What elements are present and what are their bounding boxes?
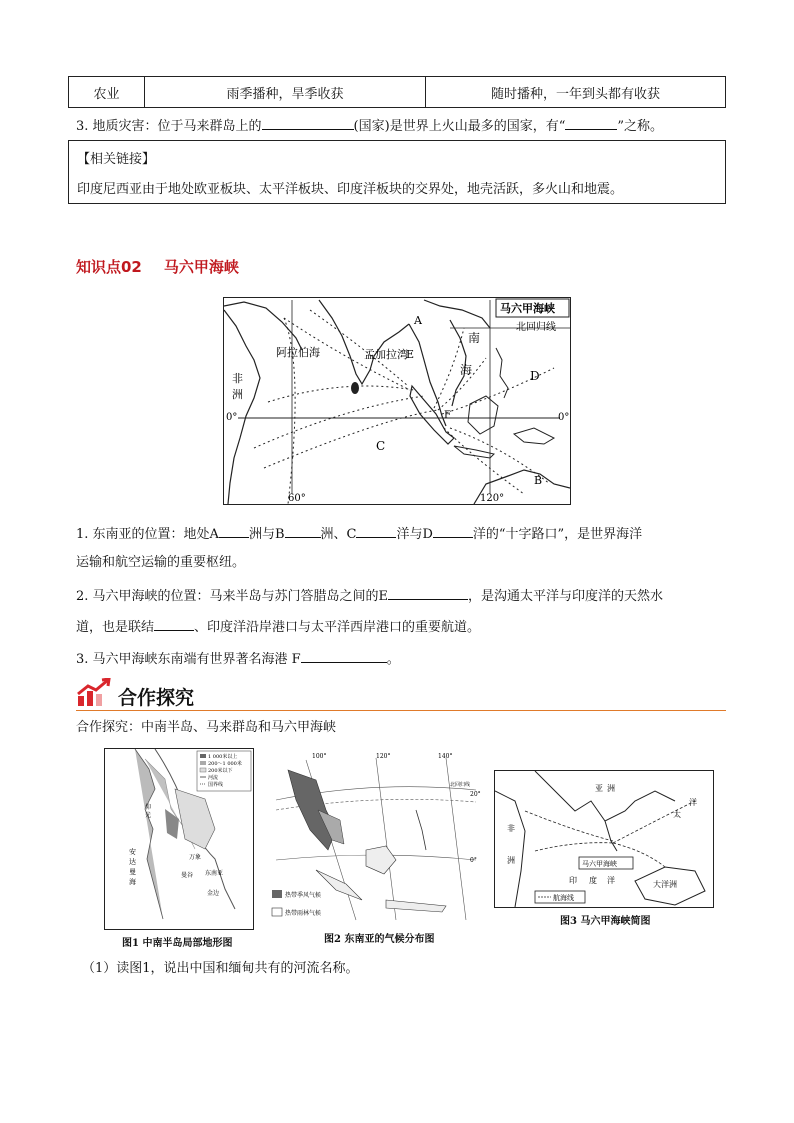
- fig2-legend-1: 热带季风气候: [285, 892, 322, 899]
- lon-120-label: 120°: [480, 493, 505, 504]
- question-text: 。: [386, 652, 400, 667]
- question-text: ，是沟通太平洋与印度洋的天然水: [468, 589, 664, 604]
- fig1-label: 金边: [207, 890, 220, 897]
- table-cell: 雨季播种，旱季收获: [145, 77, 426, 108]
- knowledge-point-title: [76, 256, 239, 277]
- borneo: [468, 396, 498, 434]
- indochina-coast: [409, 324, 446, 426]
- fig1-legend-4: 河流: [208, 775, 219, 781]
- question-text: 道，也是联结: [76, 620, 155, 635]
- answer-blank-C[interactable]: [356, 524, 396, 538]
- question-text: (国家)是世界上火山最多的国家，有“: [353, 119, 566, 134]
- question-text: 1. 东南亚的位置：地处A: [76, 527, 219, 542]
- label-A: A: [414, 314, 422, 327]
- fig1-label: 光: [145, 812, 152, 819]
- related-link-box: [68, 140, 726, 204]
- question-text: 3. 地质灾害：位于马来群岛上的: [76, 119, 262, 134]
- fig1-legend-5: 国界线: [208, 782, 224, 788]
- fig2-lon-label: 100°: [312, 753, 327, 760]
- fig2-lon-label: 120°: [376, 753, 391, 760]
- question-1-line-2: 运输和航空运输的重要枢纽。: [76, 555, 246, 570]
- cooperation-question-1: （1）读图1，说出中国和缅甸共有的河流名称。: [82, 961, 359, 976]
- question-3-line: [76, 649, 400, 669]
- label-C: C: [376, 439, 386, 453]
- knowledge-point-number: 知识点02: [76, 258, 142, 276]
- label-E: E: [406, 348, 415, 361]
- label-F: F: [444, 410, 451, 421]
- question-1-line-1: [76, 524, 642, 544]
- china-coast: [424, 300, 490, 328]
- question-text: 洲、C: [320, 527, 357, 542]
- question-text: 洋与D: [396, 527, 433, 542]
- knowledge-point-name: 马六甲海峡: [163, 258, 239, 276]
- fig1-label: 曼谷: [181, 872, 194, 879]
- question-text: 2. 马六甲海峡的位置：马来半岛与苏门答腊岛之间的E: [76, 589, 389, 604]
- south-china-sea-label-2: 海: [460, 363, 473, 377]
- malacca-map-svg: [224, 298, 570, 504]
- fig2-svg: [266, 750, 484, 926]
- question-2-line-1: [76, 586, 663, 606]
- cooperation-heading: 合作探究: [118, 687, 195, 709]
- table-cell: 农业: [69, 77, 145, 108]
- label-D: D: [530, 369, 540, 383]
- question-text: ”之称。: [617, 119, 663, 134]
- lon-60-label: 60°: [288, 493, 306, 504]
- fig1-indochina-map: [104, 748, 254, 930]
- equator-right-label: 0°: [558, 412, 570, 423]
- answer-blank-E[interactable]: [388, 586, 468, 600]
- fig1-label: 曼: [129, 868, 136, 876]
- answer-blank[interactable]: [565, 116, 617, 130]
- fig1-label: 达: [129, 858, 136, 866]
- agriculture-table: [68, 76, 726, 108]
- table-cell: 随时播种，一年到头都有收获: [426, 77, 726, 108]
- fig1-label: 仰: [145, 804, 152, 811]
- fig3-label: 亚: [595, 784, 603, 793]
- fig2-lat-label: 0°: [470, 857, 477, 864]
- answer-blank[interactable]: [262, 116, 354, 130]
- geology-question: [76, 116, 663, 136]
- question-text: 洋的“十字路口”，是世界海洋: [472, 527, 643, 542]
- fig3-label: 太: [673, 810, 681, 819]
- related-link-title: 【相关链接】: [77, 152, 156, 167]
- fig2-tropic-label: 北回归线: [450, 782, 471, 788]
- fig3-svg: [495, 771, 713, 907]
- fig3-strait-label: 马六甲海峡: [582, 860, 617, 868]
- question-text: 、印度洋沿岸港口与太平洋西岸港口的重要航道。: [194, 620, 481, 635]
- fig1-legend-3: 200米以下: [208, 768, 233, 774]
- chart-trend-icon: [76, 678, 112, 708]
- label-B: B: [534, 474, 543, 487]
- fig3-label: 洲: [607, 784, 615, 793]
- philippines: [496, 348, 508, 398]
- fig1-legend-1: 1 000米以上: [208, 754, 238, 760]
- fig3-caption: 图3 马六甲海峡简图: [560, 916, 651, 927]
- answer-blank-D[interactable]: [433, 524, 473, 538]
- fig3-label: 洲: [507, 856, 515, 865]
- fig1-caption: 图1 中南半岛局部地形图: [122, 938, 233, 949]
- sri-lanka: [351, 382, 359, 394]
- fig3-label: 洋: [607, 876, 615, 885]
- table-row: [69, 77, 726, 108]
- south-china-sea-label-1: 南: [468, 331, 481, 345]
- fig1-svg: [105, 749, 253, 929]
- fig2-lat-label: 20°: [470, 791, 481, 798]
- fig3-label: 印: [569, 876, 577, 885]
- fig2-legend-2: 热带雨林气候: [285, 910, 322, 917]
- fig3-label: 大洋洲: [653, 880, 677, 889]
- equator-left-label: 0°: [226, 412, 238, 423]
- fig3-label: 洋: [689, 798, 697, 807]
- answer-blank-B[interactable]: [285, 524, 321, 538]
- answer-blank-A[interactable]: [219, 524, 249, 538]
- fig3-label: 度: [589, 876, 597, 885]
- fig2-lon-label: 140°: [438, 753, 453, 760]
- question-text: 3. 马六甲海峡东南端有世界著名海港 F: [76, 652, 301, 667]
- fig1-label: 安: [129, 848, 136, 856]
- fig1-legend-2: 200～1 000米: [208, 761, 242, 767]
- africa-label-2: 洲: [232, 388, 243, 401]
- answer-blank-ports[interactable]: [154, 617, 194, 631]
- fig2-climate-map: [266, 750, 484, 926]
- fig3-label: 非: [507, 824, 515, 833]
- cooperation-intro: 合作探究：中南半岛、马来群岛和马六甲海峡: [76, 720, 337, 735]
- java: [454, 446, 494, 458]
- fig3-legend: 航海线: [553, 894, 574, 902]
- new-guinea: [514, 428, 554, 444]
- fig1-label: 海: [129, 878, 136, 886]
- fig1-label: 万象: [189, 854, 202, 861]
- question-text: 洲与B: [248, 527, 285, 542]
- india-coast: [319, 300, 409, 384]
- question-2-line-2: [76, 617, 480, 637]
- shipping-routes: [254, 310, 554, 504]
- arabian-sea-label: 阿拉伯海: [276, 346, 320, 359]
- africa-label-1: 非: [232, 372, 243, 385]
- fig1-label: 东南亚: [205, 870, 224, 877]
- related-link-text: 印度尼西亚由于地处欧亚板块、太平洋板块、印度洋板块的交界处，地壳活跃，多火山和地震。: [77, 182, 624, 197]
- bay-of-bengal-label: 孟加拉湾: [364, 348, 408, 361]
- africa-coast: [224, 310, 260, 504]
- tropic-label: 北回归线: [516, 322, 556, 333]
- answer-blank-F[interactable]: [301, 649, 387, 663]
- malacca-map: [223, 297, 571, 505]
- section-divider: [76, 710, 726, 711]
- map-title: 马六甲海峡: [500, 302, 555, 315]
- fig3-malacca-map: [494, 770, 714, 908]
- fig2-caption: 图2 东南亚的气候分布图: [324, 934, 435, 945]
